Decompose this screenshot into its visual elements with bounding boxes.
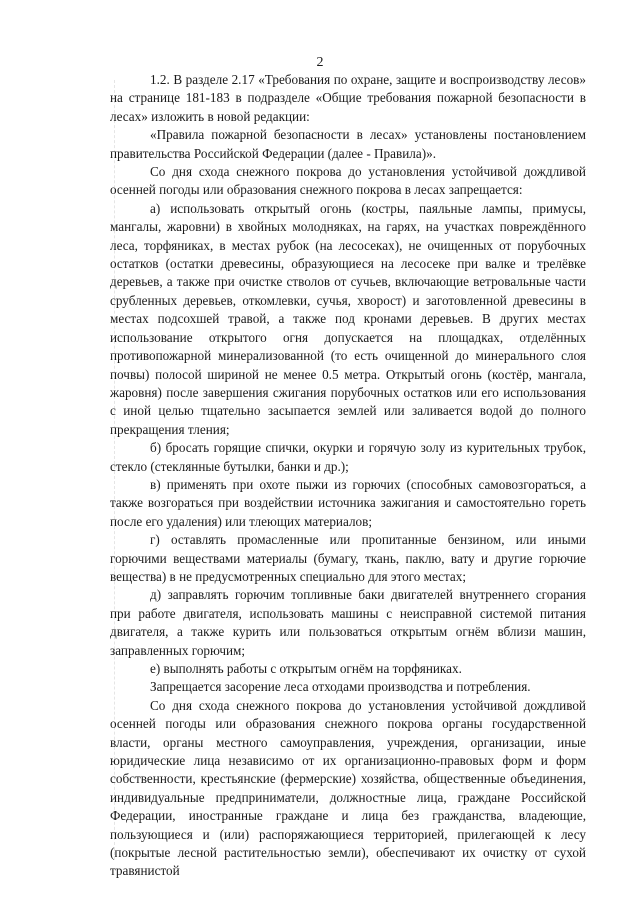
page-number: 2 xyxy=(316,55,324,70)
paragraph-item-g: г) оставлять промасленные или пропитанные бензином, или иными горючими веществами материалы (бумагу, ткань, паклю, вату и другие горючие вещества) в не предусмотренных специально для этого местах; xyxy=(110,532,586,584)
document-body xyxy=(110,71,586,881)
paragraph-amendment: 1.2. В разделе 2.17 «Требования по охране, защите и воспроизводству лесов» на странице 181-183 в подразделе «Общие требования пожарной безопасности в лесах» изложить в новой редакции: xyxy=(110,72,586,124)
paragraph-obligations: Со дня схода снежного покрова до установления устойчивой дождливой осенней погоды или образования снежного покрова органы государственной власти, органы местного самоуправления, учреждения, организации, иные юридические лица независимо от их организационно-правовых форм и форм собственности, крестьянские (фермерские) хозяйства, общественные объединения, индивидуальные предприниматели, должностные лица, граждане Российской Федерации, иностранные граждане и лица без гражданства, владеющие, пользующиеся и (или) распоряжающиеся территорией, прилегающей к лесу (покрытые лесной растительностью земли), обеспечивают их очистку от сухой травянистой xyxy=(110,697,586,879)
paragraph-littering-ban: Запрещается засорение леса отходами производства и потребления. xyxy=(150,679,531,695)
paragraph-prohibition-intro: Со дня схода снежного покрова до установления устойчивой дождливой осенней погоды или образования снежного покрова в лесах запрещается: xyxy=(110,164,586,198)
paragraph-item-b: б) бросать горящие спички, окурки и горячую золу из курительных трубок, стекло (стеклянные бутылки, банки и др.); xyxy=(110,440,586,474)
paragraph-rules-reference: «Правила пожарной безопасности в лесах» установлены постановлением правительства Российской Федерации (далее - Правила)». xyxy=(110,127,586,161)
paragraph-item-v: в) применять при охоте пыжи из горючих (способных самовозгораться, а также возгораться при воздействии источника зажигания и самостоятельно гореть после его удаления) или тлеющих материалов; xyxy=(110,476,586,529)
paragraph-item-d: д) заправлять горючим топливные баки двигателей внутреннего сгорания при работе двигателя, использовать машины с неисправной системой питания двигателя, а также курить или пользоваться открытым огнём вблизи машин, заправленных горючим; xyxy=(110,587,586,658)
paragraph-item-e: е) выполнять работы с открытым огнём на торфяниках. xyxy=(150,661,462,676)
paragraph-item-a: а) использовать открытый огонь (костры, паяльные лампы, примусы, мангалы, жаровни) в хвойных молодняках, на гарях, на участках повреждённого леса, торфяниках, в местах рубок (на лесосеках), не очищенных от порубочных остатков (остатки древесины, образующиеся на лесосеке при валке и трелёвке деревьев, а также при очистке стволов от сучьев, включающие ветровальные части срубленных деревьев, откомлевки, сучья, хворост) и заготовленной древесины в местах подсохшей травой, а также под кронами деревьев. В других местах использование открытого огня допускается на площадках, отделённых противопожарной минерализованной (то есть очищенной до минерального слоя почвы) полосой шириной не менее 0.5 метра. Открытый огонь (костёр, мангала, жаровня) после завершения сжигания порубочных остатков или его использования с иной целью тщательно засыпается землей или заливается водой до полного прекращения тления; xyxy=(110,200,586,437)
